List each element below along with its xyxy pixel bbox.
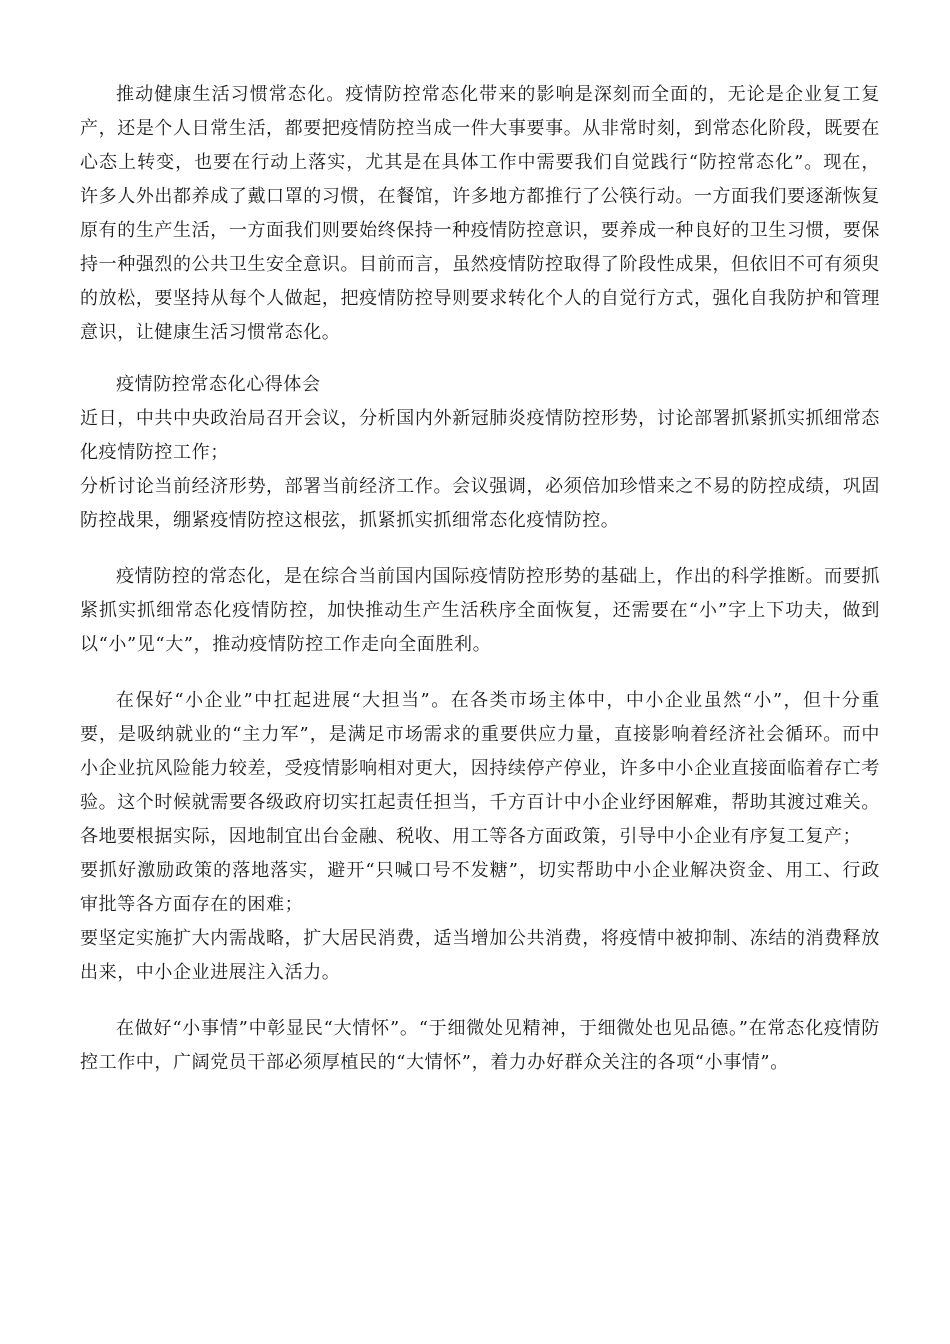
paragraph-incentive-policy: 要抓好激励政策的落地落实，避开“只喊口号不发糖”，切实帮助中小企业解决资金、用工、行政审批等各方面存在的困难； <box>80 860 880 915</box>
paragraph-healthy-habits: 推动健康生活习惯常态化。疫情防控常态化带来的影响是深刻而全面的，无论是企业复工复产，还是个人日常生活，都要把疫情防控当成一件大事要事。从非常时刻，到常态化阶段，既要在心态上转变，也要在行动上落实，尤其是在具体工作中需要我们自觉践行“防控常态化”。现在，许多人外出都养成了戴口罩的习惯，在餐馆，许多地方都推行了公筷行动。一方面我们要逐渐恢复原有的生产生活，一方面我们则要始终保持一种疫情防控意识，要养成一种良好的卫生习惯，要保持一种强烈的公共卫生安全意识。目前而言，虽然疫情防控取得了阶段性成果，但依旧不可有须臾的放松，要坚持从每个人做起，把疫情防控导则要求转化个人的自觉行方式，强化自我防护和管理意识，让健康生活习惯常态化。 <box>80 84 880 343</box>
paragraph-domestic-demand: 要坚定实施扩大内需战略，扩大居民消费，适当增加公共消费，将疫情中被抑制、冻结的消费释放出来，中小企业进展注入活力。 <box>80 928 880 983</box>
paragraph-normalization: 疫情防控的常态化，是在综合当前国内国际疫情防控形势的基础上，作出的科学推断。而要抓紧抓实抓细常态化疫情防控，加快推动生产生活秩序全面恢复，还需要在“小”字上下功夫，做到以“小”见“大”，推动疫情防控工作走向全面胜利。 <box>80 566 880 655</box>
section-heading: 疫情防控常态化心得体会 <box>116 374 321 395</box>
paragraph-small-matters: 在做好“小事情”中彰显民“大情怀”。“于细微处见精神，于细微处也见品德。”在常态化疫情防控工作中，广阔党员干部必须厚植民的“大情怀”，着力办好群众关注的各项“小事情”。 <box>80 1018 880 1073</box>
paragraph-meeting: 近日，中共中央政治局召开会议，分析国内外新冠肺炎疫情防控形势，讨论部署抓紧抓实抓细常态化疫情防控工作； <box>80 408 880 463</box>
paragraph-economy: 分析讨论当前经济形势，部署当前经济工作。会议强调，必须倍加珍惜来之不易的防控成绩，巩固防控战果，绷紧疫情防控这根弦，抓紧抓实抓细常态化疫情防控。 <box>80 476 880 531</box>
paragraph-small-business: 在保好“小企业”中扛起进展“大担当”。在各类市场主体中，中小企业虽然“小”，但十分重要，是吸纳就业的“主力军”，是满足市场需求的重要供应力量，直接影响着经济社会循环。而中小企业抗风险能力较差，受疫情影响相对更大，因持续停产停业，许多中小企业直接面临着存亡考验。这个时候就需要各级政府切实扛起责任担当，千方百计中小企业纾困解难，帮助其渡过难关。各地要根据实际，因地制宜出台金融、税收、用工等各方面政策，引导中小企业有序复工复产； <box>80 690 880 847</box>
document-body <box>80 78 880 1080</box>
